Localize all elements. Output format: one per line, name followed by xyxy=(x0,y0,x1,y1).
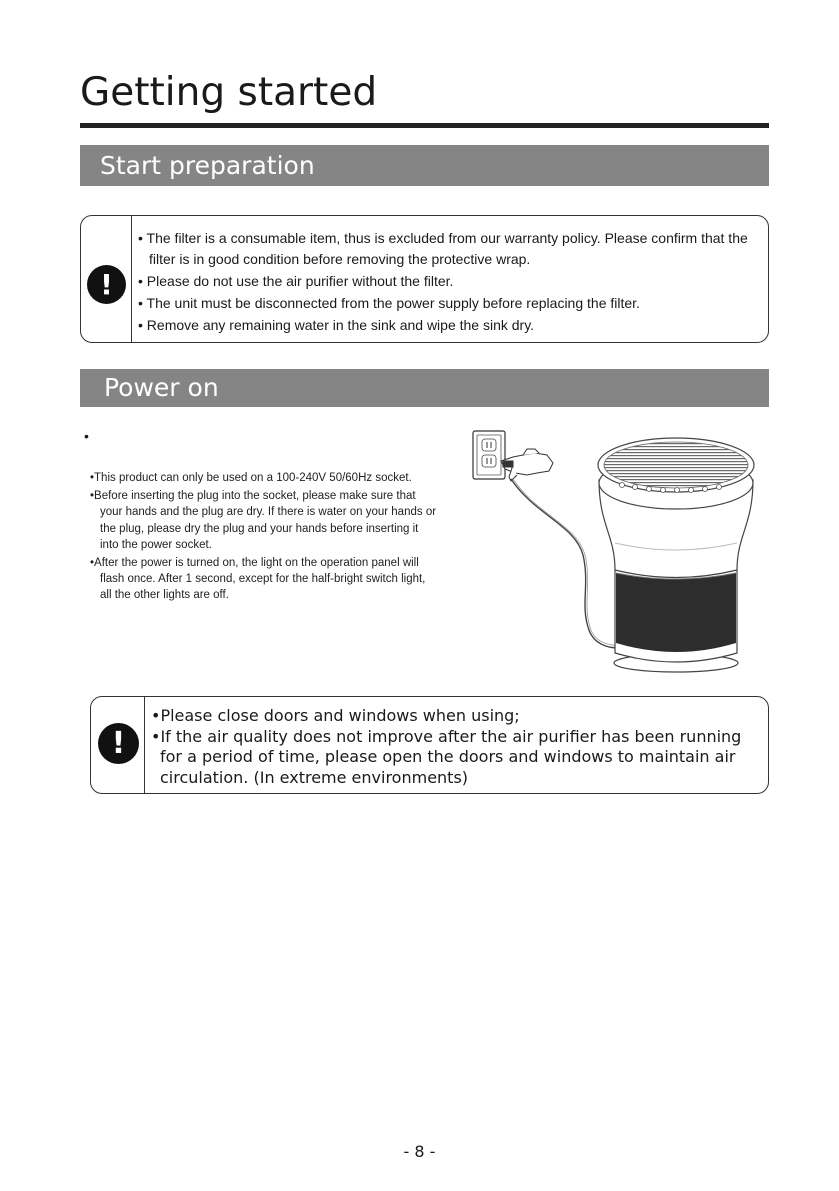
usage-notice-list xyxy=(151,706,761,788)
air-purifier-illustration xyxy=(465,425,775,680)
bullet: • xyxy=(90,557,95,570)
bullet: • xyxy=(138,316,143,333)
bullet: • xyxy=(138,272,143,289)
empty-bullet: • xyxy=(84,428,89,444)
bullet: • xyxy=(138,230,143,246)
bullet: • xyxy=(151,706,161,725)
list-item: •Before inserting the plug into the socket, please make sure that your hands and the plug are dry. If there is water on your hands or the plug, please dry the plug and your hands before inserting it into the power socket. xyxy=(90,490,437,551)
list-item: •If the air quality does not improve after the air purifier has been running for a period of time, please open the doors and windows to maintain air circulation. (In extreme environments) xyxy=(151,726,742,787)
notice-icon-column xyxy=(81,216,132,342)
list-item: •Please close doors and windows when using; xyxy=(151,706,520,725)
filter-notice-list xyxy=(138,228,758,337)
page-title: Getting started xyxy=(80,70,378,115)
list-item: • The unit must be disconnected from the power supply before replacing the filter. xyxy=(138,293,758,314)
list-item: • Please do not use the air purifier without the filter. xyxy=(138,271,758,292)
power-on-list xyxy=(90,470,440,606)
exclamation-icon: ! xyxy=(98,723,139,764)
bullet: • xyxy=(138,294,143,311)
section-heading-power-on: Power on xyxy=(80,369,769,407)
notice-icon-column xyxy=(91,697,145,793)
air-purifier xyxy=(598,438,754,672)
list-item: • The filter is a consumable item, thus is excluded from our warranty policy. Please confirm that the filter is in good condition before removing the protective wrap. xyxy=(138,230,748,267)
section-heading-start-preparation: Start preparation xyxy=(80,145,769,186)
filter-notice-box xyxy=(80,215,769,343)
exclamation-icon: ! xyxy=(87,265,126,304)
list-item: •This product can only be used on a 100-240V 50/60Hz socket. xyxy=(90,470,440,486)
bullet: • xyxy=(90,490,95,503)
list-item: •After the power is turned on, the light on the operation panel will flash once. After 1 second, except for the half-bright switch light, all the other lights are off. xyxy=(90,557,426,602)
title-rule xyxy=(80,123,769,128)
hand-plug xyxy=(501,449,553,481)
wall-socket xyxy=(473,431,505,479)
bullet: • xyxy=(151,726,161,746)
page-number: - 8 - xyxy=(403,1142,436,1161)
bullet: • xyxy=(90,472,95,484)
usage-notice-box xyxy=(90,696,769,794)
list-item: • Remove any remaining water in the sink and wipe the sink dry. xyxy=(138,315,758,336)
